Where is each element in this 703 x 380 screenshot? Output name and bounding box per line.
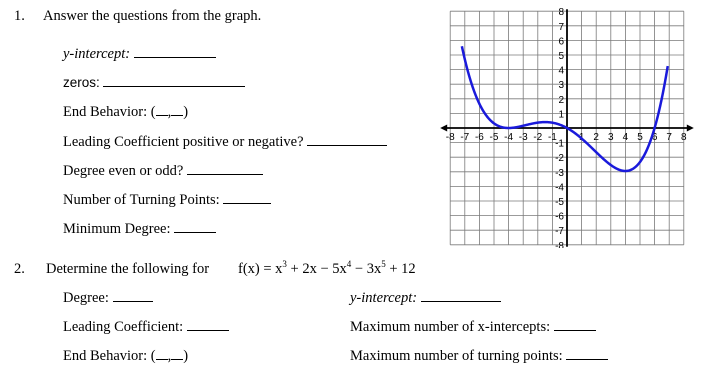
x-tick-label: -8 [445, 132, 455, 143]
q1-degree-blank[interactable] [187, 173, 263, 175]
x-axis-arrow-right [687, 125, 694, 132]
q2-max-x-intercepts-row [350, 319, 596, 336]
q1-y-intercept-row [63, 46, 216, 63]
q2-degree-label: Degree: [63, 290, 109, 306]
q1-end-behavior-row [63, 104, 188, 121]
q1-prompt: Answer the questions from the graph. [43, 8, 262, 24]
q2-leading-coeff-label: Leading Coefficient: [63, 319, 184, 335]
q2-y-intercept-blank[interactable] [421, 300, 501, 302]
q2-max-turning-blank[interactable] [566, 358, 608, 360]
y-tick-label: 3 [558, 80, 564, 92]
y-tick-label: -5 [555, 197, 564, 208]
q1-min-degree-row [63, 221, 216, 238]
q1-zeros-blank[interactable] [103, 85, 245, 87]
q1-number: 1. [14, 8, 25, 24]
q2-end-behavior-row [63, 348, 188, 365]
q1-zeros-row [63, 75, 245, 92]
q1-turning-points-blank[interactable] [223, 202, 271, 204]
y-tick-label: -3 [555, 167, 564, 179]
q2-max-x-intercepts-blank[interactable] [554, 329, 596, 331]
x-tick-label: -5 [489, 132, 499, 143]
y-tick-label: -2 [555, 153, 564, 165]
q2-leading-coeff-blank[interactable] [187, 329, 229, 331]
x-tick-label: -6 [474, 132, 484, 143]
x-tick-label: -1 [547, 132, 557, 143]
y-tick-label: -6 [555, 211, 564, 223]
q1-y-intercept-blank[interactable] [134, 56, 216, 58]
x-tick-label: -4 [504, 132, 514, 143]
x-tick-label: 4 [622, 132, 629, 143]
q1-min-degree-label: Minimum Degree: [63, 221, 171, 237]
q1-min-degree-blank[interactable] [174, 231, 216, 233]
q1-turning-points-label: Number of Turning Points: [63, 192, 220, 208]
q2-end-behavior-blank-left[interactable] [156, 358, 168, 360]
q2-end-behavior-blank-right[interactable] [171, 358, 183, 360]
q2-y-intercept-label: y-intercept: [350, 290, 418, 306]
q2-max-turning-row [350, 348, 608, 365]
q2-leading-coeff-row [63, 319, 229, 336]
q1-leading-coeff-row [63, 134, 387, 151]
q1-turning-points-row [63, 192, 271, 209]
x-tick-label: -2 [533, 132, 543, 143]
q2-prompt: Determine the following for [46, 261, 210, 277]
x-tick-label: 6 [651, 132, 658, 143]
y-tick-label: 7 [558, 21, 564, 33]
q1-end-behavior-blank-right[interactable] [171, 114, 183, 116]
x-tick-label: 7 [666, 132, 672, 143]
polynomial-curve [462, 46, 668, 171]
x-tick-label: -3 [518, 132, 528, 143]
q2-end-behavior-label: End Behavior: [63, 348, 148, 364]
q1-zeros-label: zeros: [63, 75, 100, 90]
q2-y-intercept-row [350, 290, 501, 307]
q2-degree-blank[interactable] [113, 300, 153, 302]
y-tick-label: 5 [558, 51, 564, 62]
q2-degree-row [63, 290, 153, 307]
q2-max-x-intercepts-label: Maximum number of x-intercepts: [350, 319, 551, 335]
y-tick-label: -7 [555, 226, 564, 238]
q1-y-intercept-label: y-intercept: [63, 46, 131, 62]
q1-end-behavior-blank-left[interactable] [156, 114, 168, 116]
y-tick-label: -1 [555, 138, 564, 150]
q1-leading-coeff-blank[interactable] [307, 144, 387, 146]
polynomial-graph [424, 4, 694, 248]
x-tick-label: -7 [460, 132, 470, 143]
q2-function: $f(x) = x^3 + 2x - 5x^4 - 3x^5 + 12$ [238, 259, 416, 277]
x-tick-label: 5 [637, 132, 643, 143]
q1-end-behavior-close: ) [183, 104, 189, 120]
x-axis-arrow-left [440, 125, 447, 132]
q1-end-behavior-label: End Behavior: [63, 104, 148, 120]
x-tick-label: 2 [593, 132, 599, 143]
q2-end-behavior-open: ( [150, 348, 156, 364]
q1-end-behavior-open: ( [150, 104, 156, 120]
q2-max-turning-label: Maximum number of turning points: [350, 348, 563, 364]
y-tick-label: 1 [558, 109, 564, 121]
q1-degree-row [63, 163, 263, 180]
x-tick-label: 3 [608, 132, 614, 143]
q2-number: 2. [14, 261, 25, 277]
x-tick-label: 8 [681, 132, 687, 143]
y-tick-label: 4 [558, 65, 564, 77]
q1-leading-coeff-label: Leading Coefficient positive or negative? [63, 134, 304, 150]
q2-end-behavior-comma: , [167, 348, 172, 364]
x-tick-label: 1 [578, 132, 585, 143]
y-tick-label: 2 [558, 94, 564, 106]
q1-degree-label: Degree even or odd? [63, 163, 184, 179]
q2-end-behavior-close: ) [183, 348, 189, 364]
y-tick-label: -8 [555, 240, 564, 248]
y-tick-label: -4 [555, 182, 564, 194]
y-tick-label: 6 [558, 36, 564, 48]
y-tick-label: 8 [558, 7, 564, 19]
q1-end-behavior-comma: , [167, 104, 172, 120]
